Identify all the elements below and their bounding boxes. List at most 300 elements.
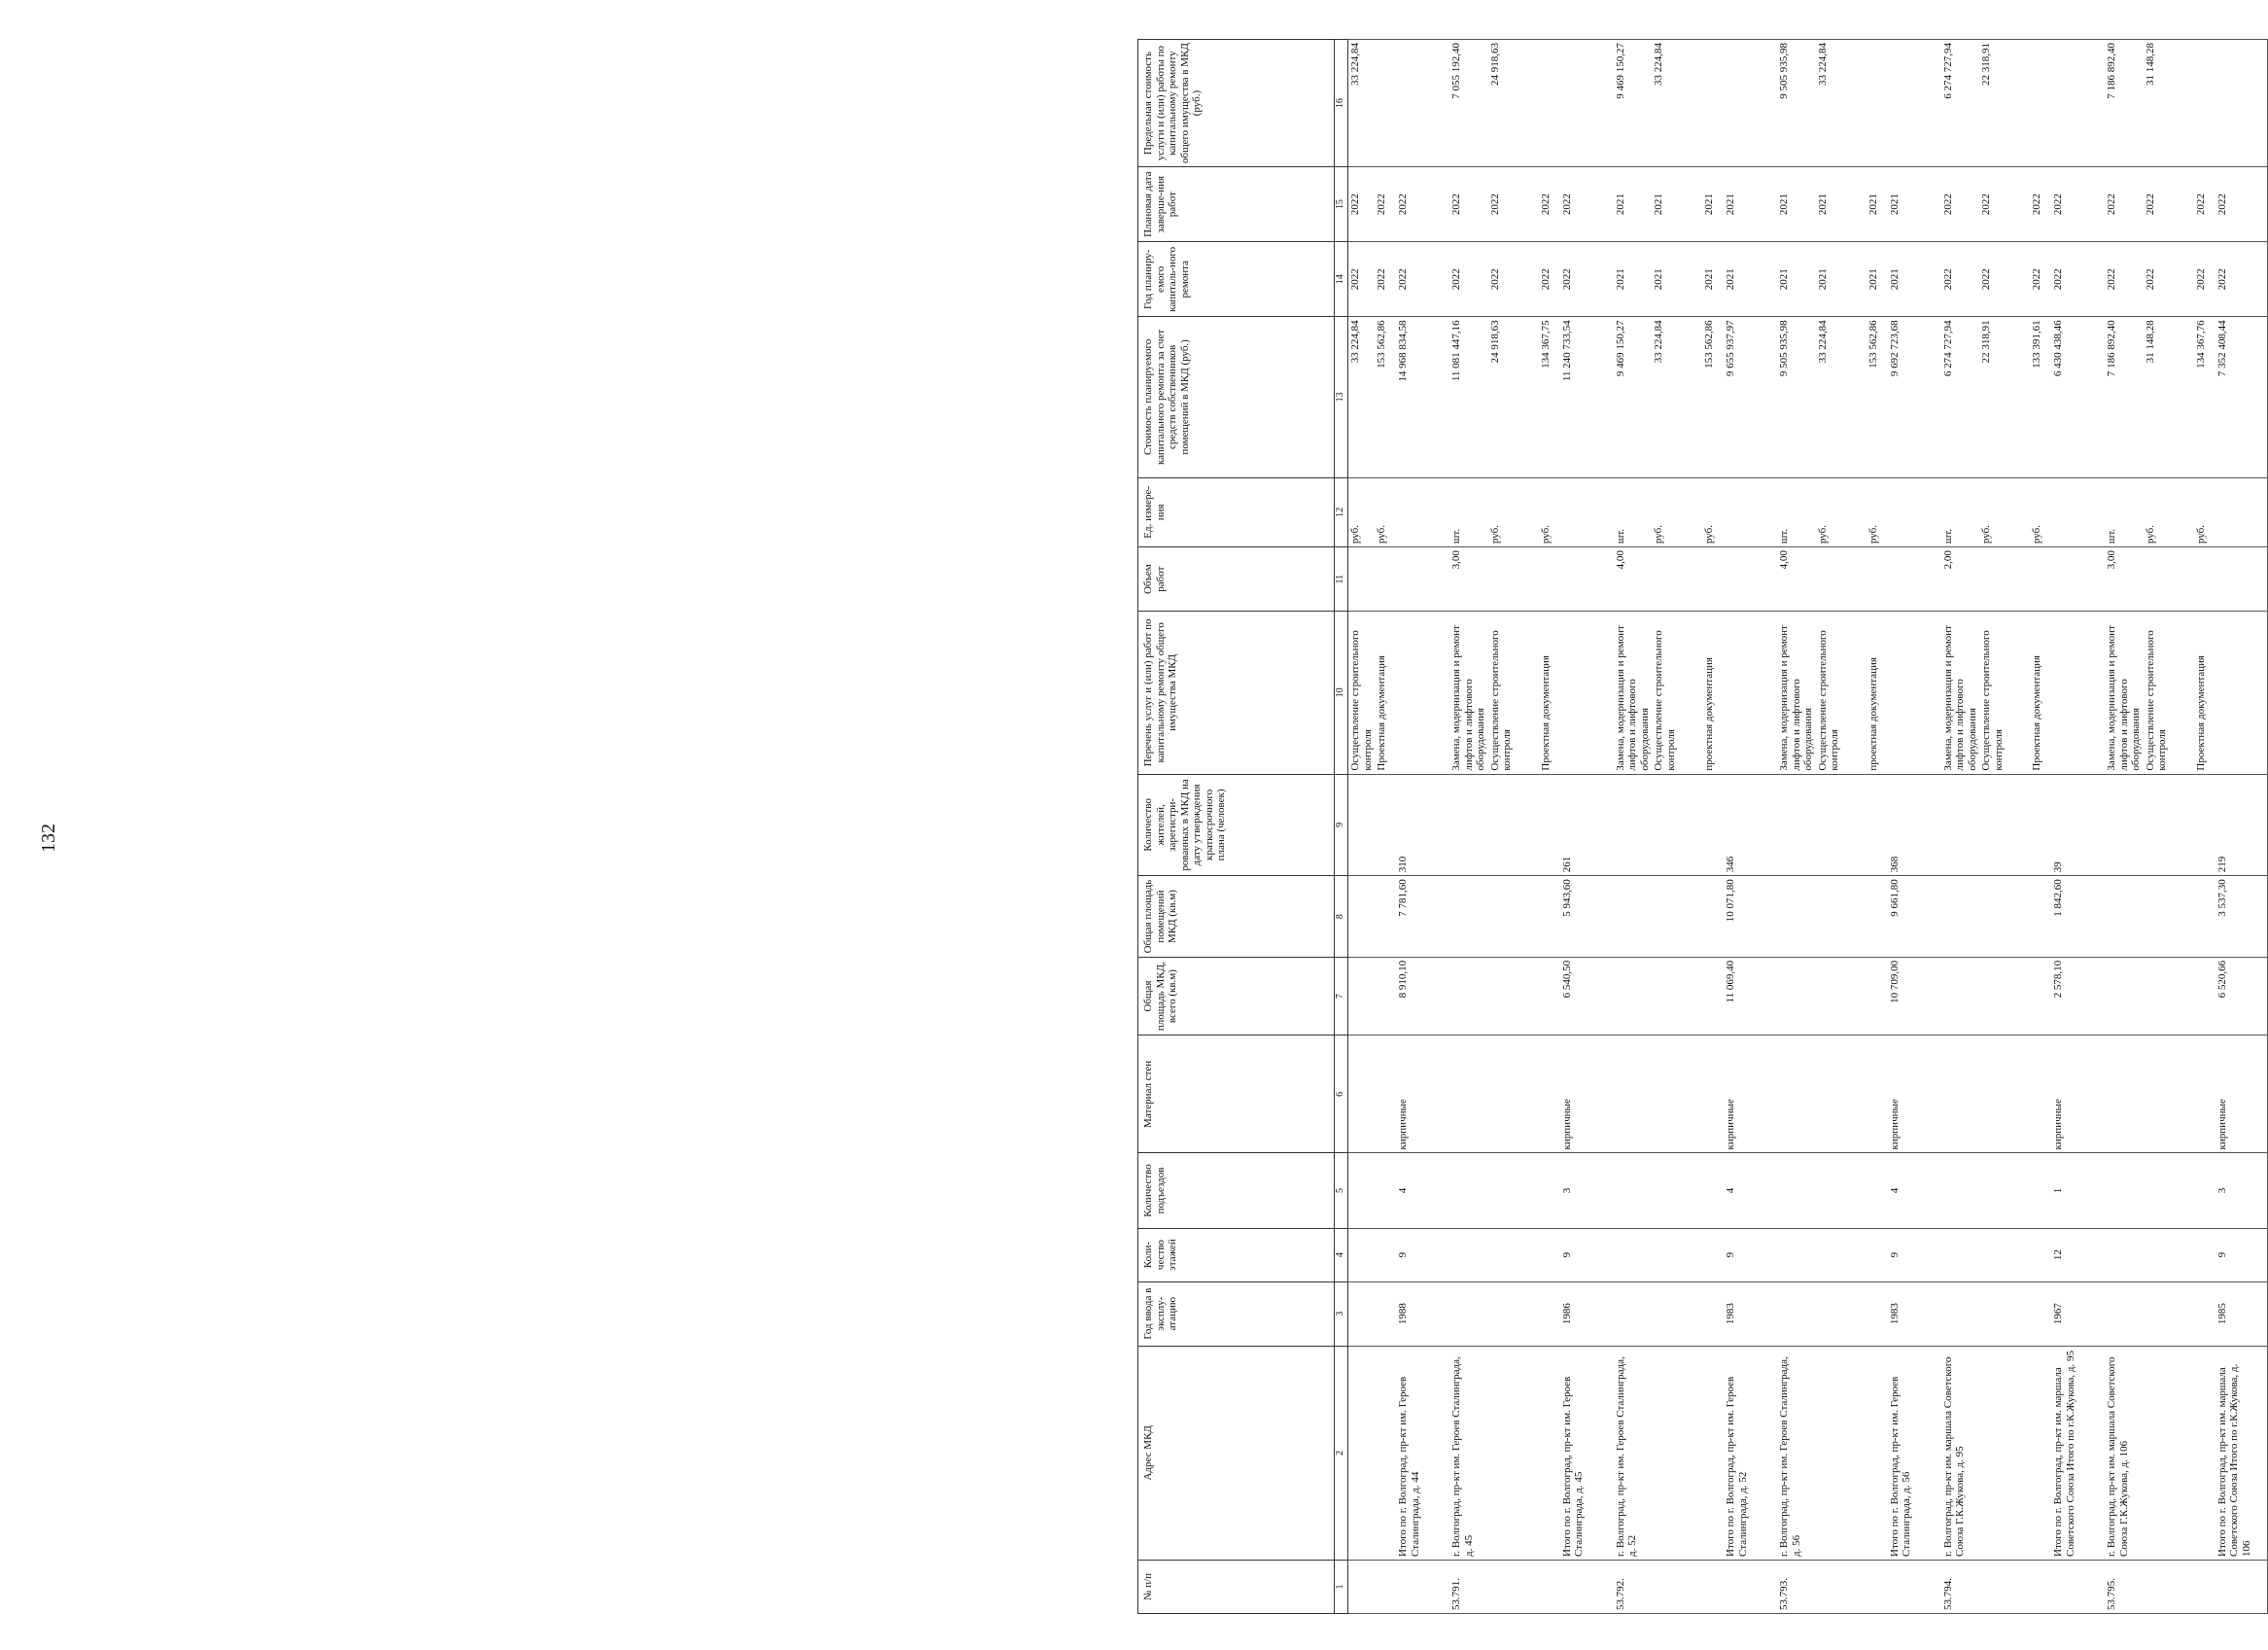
table-cell — [1560, 477, 1612, 547]
table-cell: 53.794. — [1939, 1560, 1980, 1613]
table-cell — [2030, 1228, 2051, 1281]
table-cell: кирпичные — [1724, 1036, 1775, 1153]
table-row — [2030, 40, 2051, 1614]
table-cell: 2022 — [2216, 167, 2268, 242]
table-cell: 53.791. — [1448, 1560, 1488, 1613]
table-cell — [1612, 876, 1653, 958]
table-cell: 3 — [2216, 1153, 2268, 1228]
table-cell — [1539, 1281, 1560, 1346]
table-cell — [1348, 1228, 1376, 1281]
table-cell — [1348, 1153, 1376, 1228]
table-cell: 153 562,86 — [1702, 317, 1724, 477]
table-cell — [1979, 1281, 2030, 1346]
table-cell: руб. — [2030, 477, 2051, 547]
table-cell: 2021 — [1816, 167, 1867, 242]
table-cell — [2194, 1153, 2216, 1228]
table-cell — [2144, 957, 2194, 1035]
table-cell: 7 186 892,40 — [2103, 317, 2144, 477]
table-cell — [1724, 40, 1775, 167]
table-cell — [1867, 1346, 1888, 1560]
table-cell — [1702, 1560, 1724, 1613]
table-cell: 2022 — [1560, 242, 1612, 317]
table-cell — [1816, 957, 1867, 1035]
table-cell: 2021 — [1724, 167, 1775, 242]
table-cell — [1702, 1281, 1724, 1346]
table-cell: 2022 — [1448, 242, 1488, 317]
table-cell: 3 — [1560, 1153, 1612, 1228]
table-cell: 33 224,84 — [1348, 317, 1376, 477]
table-cell — [1724, 547, 1775, 612]
table-cell — [1702, 40, 1724, 167]
table-cell: 53.792. — [1612, 1560, 1653, 1613]
table-cell — [1702, 774, 1724, 876]
table-cell — [2030, 774, 2051, 876]
table-cell — [1816, 1346, 1867, 1560]
table-cell — [1375, 1153, 1396, 1228]
table-cell — [1939, 957, 1980, 1035]
table-cell: руб. — [1652, 477, 1702, 547]
table-cell: 2021 — [1775, 242, 1816, 317]
table-cell: 39 — [2051, 774, 2103, 876]
table-cell: 219 — [2216, 774, 2268, 876]
table-row-total — [1396, 40, 1448, 1614]
column-header: Плановая дата заверше-ния работ — [1138, 167, 1335, 242]
table-cell: 22 318,91 — [1979, 40, 2030, 167]
table-cell — [1652, 1346, 1702, 1560]
column-header: Адрес МКД — [1138, 1346, 1335, 1560]
table-cell — [1652, 1281, 1702, 1346]
table-cell: г. Волгоград, пр-кт им. Героев Сталинграда, д. 52 — [1612, 1346, 1653, 1560]
table-cell: 2 578,10 — [2051, 957, 2103, 1035]
table-cell: 2,00 — [1939, 547, 1980, 612]
table-cell: 6 274 727,94 — [1939, 40, 1980, 167]
table-cell — [1488, 1560, 1539, 1613]
column-number: 2 — [1335, 1346, 1348, 1560]
table-cell: 2021 — [1612, 242, 1653, 317]
table-cell: 3,00 — [1448, 547, 1488, 612]
table-cell — [1979, 876, 2030, 958]
table-cell: 9 661,80 — [1888, 876, 1939, 958]
table-cell — [1652, 876, 1702, 958]
table-cell: г. Волгоград, пр-кт им. маршала Советского Союза Г.К.Жукова, д. 106 — [2103, 1346, 2144, 1560]
table-cell — [1816, 876, 1867, 958]
table-cell: 1983 — [1724, 1281, 1775, 1346]
table-cell: 4 — [1724, 1153, 1775, 1228]
table-cell: 2021 — [1652, 242, 1702, 317]
table-cell — [2030, 957, 2051, 1035]
table-cell: 2021 — [1867, 242, 1888, 317]
column-number: 4 — [1335, 1228, 1348, 1281]
table-cell — [1702, 876, 1724, 958]
table-cell — [2103, 1153, 2144, 1228]
table-cell: руб. — [1348, 477, 1376, 547]
table-cell: Проектная документация — [1539, 612, 1560, 774]
table-cell — [1348, 957, 1376, 1035]
table-cell: 8 910,10 — [1396, 957, 1448, 1035]
table-cell: 2022 — [2194, 167, 2216, 242]
column-header: Коли-чество этажей — [1138, 1228, 1335, 1281]
table-cell — [1539, 547, 1560, 612]
table-cell — [1560, 547, 1612, 612]
table-cell — [2051, 612, 2103, 774]
table-cell: 33 224,84 — [1652, 40, 1702, 167]
table-cell: 2022 — [1560, 167, 1612, 242]
table-cell: 9 505 935,98 — [1775, 317, 1816, 477]
table-cell: 1986 — [1560, 1281, 1612, 1346]
table-cell: 24 918,63 — [1488, 317, 1539, 477]
table-cell — [2030, 876, 2051, 958]
table-cell — [1539, 957, 1560, 1035]
table-cell — [1775, 1153, 1816, 1228]
table-cell: 33 224,84 — [1652, 317, 1702, 477]
table-cell: 4,00 — [1612, 547, 1653, 612]
column-number: 10 — [1335, 612, 1348, 774]
table-cell: 1983 — [1888, 1281, 1939, 1346]
table-cell — [2194, 1346, 2216, 1560]
table-row-total — [1560, 40, 1612, 1614]
rotated-page — [1137, 39, 2252, 1614]
table-row — [2103, 40, 2144, 1614]
column-number: 3 — [1335, 1281, 1348, 1346]
table-cell — [1939, 876, 1980, 958]
table-cell — [1488, 547, 1539, 612]
table-cell — [2051, 477, 2103, 547]
table-cell — [1539, 40, 1560, 167]
column-number: 15 — [1335, 167, 1348, 242]
table-cell — [1867, 1036, 1888, 1153]
table-cell — [1724, 1560, 1775, 1613]
table-cell: 6 540,50 — [1560, 957, 1612, 1035]
table-cell: 33 224,84 — [1816, 40, 1867, 167]
column-header: Стоимость планируемого капитального ремонта за счет средств собственников помещений в МКД (руб.) — [1138, 317, 1335, 477]
table-cell — [1979, 547, 2030, 612]
column-number: 13 — [1335, 317, 1348, 477]
table-cell — [2051, 1560, 2103, 1613]
table-cell: Итого по г. Волгоград, пр-кт им. Героев Сталинграда, д. 45 — [1560, 1346, 1612, 1560]
table-cell — [1448, 774, 1488, 876]
column-number: 6 — [1335, 1036, 1348, 1153]
column-header: Год ввода в эксплу-атацию — [1138, 1281, 1335, 1346]
table-cell — [1816, 1228, 1867, 1281]
table-row-total — [1888, 40, 1939, 1614]
table-cell: 2022 — [2216, 242, 2268, 317]
table-cell — [1396, 477, 1448, 547]
column-header: Материал стен — [1138, 1036, 1335, 1153]
table-cell — [1375, 547, 1396, 612]
capital-repair-table — [1137, 39, 2268, 1614]
table-row — [1539, 40, 1560, 1614]
table-cell — [1939, 1281, 1980, 1346]
table-cell: 346 — [1724, 774, 1775, 876]
table-cell: 2022 — [1939, 167, 1980, 242]
table-cell — [2051, 40, 2103, 167]
table-header-row — [1138, 40, 1335, 1614]
table-row — [1652, 40, 1702, 1614]
table-cell — [1539, 876, 1560, 958]
table-row-total — [2216, 40, 2268, 1614]
table-cell — [1888, 1560, 1939, 1613]
table-cell — [1448, 1036, 1488, 1153]
table-cell: 2022 — [1375, 167, 1396, 242]
table-cell — [1702, 1228, 1724, 1281]
table-cell — [1488, 1346, 1539, 1560]
table-cell: 2022 — [2030, 167, 2051, 242]
table-row — [1612, 40, 1653, 1614]
table-cell — [1702, 957, 1724, 1035]
table-cell: проектная документация — [1702, 612, 1724, 774]
table-cell — [1396, 1560, 1448, 1613]
table-cell: Итого по г. Волгоград, пр-кт им. маршала Советского Союза Итого по г.К.Жукова, д. 95 — [2051, 1346, 2103, 1560]
table-cell — [1612, 1281, 1653, 1346]
table-cell: 2022 — [2051, 167, 2103, 242]
table-cell: 2022 — [1539, 167, 1560, 242]
table-cell — [2194, 1281, 2216, 1346]
table-cell: 2022 — [1979, 167, 2030, 242]
table-cell: руб. — [1488, 477, 1539, 547]
table-cell — [2144, 774, 2194, 876]
table-cell — [1488, 1228, 1539, 1281]
table-cell — [1560, 612, 1612, 774]
table-cell: 2022 — [1448, 167, 1488, 242]
table-cell: Проектная документация — [2194, 612, 2216, 774]
table-cell — [1867, 547, 1888, 612]
table-cell — [2103, 1228, 2144, 1281]
column-number: 11 — [1335, 547, 1348, 612]
table-cell: 11 240 733,54 — [1560, 317, 1612, 477]
table-cell — [1979, 1036, 2030, 1153]
table-cell: 153 562,86 — [1867, 317, 1888, 477]
table-cell — [1979, 957, 2030, 1035]
table-cell: 33 224,84 — [1348, 40, 1376, 167]
table-cell: 2022 — [1539, 242, 1560, 317]
table-cell: 2021 — [1888, 242, 1939, 317]
table-cell — [2216, 1560, 2268, 1613]
table-cell — [1612, 1228, 1653, 1281]
table-cell — [2030, 1153, 2051, 1228]
table-cell: 9 — [1888, 1228, 1939, 1281]
table-cell: 53.795. — [2103, 1560, 2144, 1613]
table-cell: 2021 — [1652, 167, 1702, 242]
table-cell — [2030, 1281, 2051, 1346]
table-cell: 2021 — [1702, 242, 1724, 317]
table-cell: 9 — [2216, 1228, 2268, 1281]
table-row — [1448, 40, 1488, 1614]
table-cell — [1348, 547, 1376, 612]
column-number: 14 — [1335, 242, 1348, 317]
table-cell: 2022 — [2144, 242, 2194, 317]
table-cell: 9 505 935,98 — [1775, 40, 1816, 167]
table-cell: 4 — [1888, 1153, 1939, 1228]
table-cell: 2022 — [2103, 242, 2144, 317]
table-cell: 1 842,60 — [2051, 876, 2103, 958]
table-cell — [2144, 1228, 2194, 1281]
table-cell — [1775, 957, 1816, 1035]
table-cell: 9 655 937,97 — [1724, 317, 1775, 477]
table-cell — [1816, 547, 1867, 612]
table-cell: кирпичные — [1560, 1036, 1612, 1153]
column-header: Количество жителей, зарегистри-рованных в МКД на дату утверждения краткосрочного плана (человек) — [1138, 774, 1335, 876]
table-cell: кирпичные — [1396, 1036, 1448, 1153]
table-cell — [2216, 477, 2268, 547]
column-header: Объем работ — [1138, 547, 1335, 612]
table-cell: кирпичные — [2216, 1036, 2268, 1153]
table-cell — [1816, 1560, 1867, 1613]
column-header: Перечень услуг и (или) работ по капитальному ремонту общего имущества МКД — [1138, 612, 1335, 774]
table-cell — [1979, 774, 2030, 876]
table-cell: кирпичные — [1888, 1036, 1939, 1153]
table-cell: 1988 — [1396, 1281, 1448, 1346]
table-cell: 2022 — [1939, 242, 1980, 317]
table-cell — [1867, 1153, 1888, 1228]
table-cell — [1652, 1036, 1702, 1153]
table-cell — [1702, 1036, 1724, 1153]
table-cell: 2022 — [2030, 242, 2051, 317]
table-cell — [2144, 1036, 2194, 1153]
table-cell: 2022 — [1396, 167, 1448, 242]
table-cell: 7 055 192,40 — [1448, 40, 1488, 167]
table-cell: 2022 — [1979, 242, 2030, 317]
table-cell — [1888, 547, 1939, 612]
table-cell: г. Волгоград, пр-кт им. маршала Советского Союза Г.К.Жукова, д. 95 — [1939, 1346, 1980, 1560]
table-cell: 2022 — [1396, 242, 1448, 317]
table-cell: 11 081 447,16 — [1448, 317, 1488, 477]
table-cell: 22 318,91 — [1979, 317, 2030, 477]
table-cell: Проектная документация — [2030, 612, 2051, 774]
table-cell: руб. — [1702, 477, 1724, 547]
table-cell — [1816, 774, 1867, 876]
table-cell — [1939, 1153, 1980, 1228]
table-cell — [1652, 1560, 1702, 1613]
table-cell: 7 352 408,44 — [2216, 317, 2268, 477]
table-cell: шт. — [2103, 477, 2144, 547]
table-cell: Осуществление строительного контроля — [1348, 612, 1376, 774]
table-cell: 12 — [2051, 1228, 2103, 1281]
table-cell — [1539, 1228, 1560, 1281]
table-cell — [1612, 1153, 1653, 1228]
table-cell: 4 — [1396, 1153, 1448, 1228]
table-cell — [1979, 1228, 2030, 1281]
table-cell: Осуществление строительного контроля — [2144, 612, 2194, 774]
table-cell — [1488, 957, 1539, 1035]
table-cell — [2051, 547, 2103, 612]
table-cell: 2022 — [1348, 167, 1376, 242]
table-cell: 2021 — [1867, 167, 1888, 242]
table-cell — [1652, 774, 1702, 876]
table-cell: шт. — [1775, 477, 1816, 547]
column-number-row — [1335, 40, 1348, 1614]
table-cell: Итого по г. Волгоград, пр-кт им. Героев Сталинграда, д. 52 — [1724, 1346, 1775, 1560]
table-cell — [1867, 876, 1888, 958]
table-cell: 24 918,63 — [1488, 40, 1539, 167]
table-cell: руб. — [1539, 477, 1560, 547]
table-cell — [1375, 876, 1396, 958]
table-cell — [2103, 1281, 2144, 1346]
column-header: № п/п — [1138, 1560, 1335, 1613]
table-cell — [1867, 1228, 1888, 1281]
column-number: 7 — [1335, 957, 1348, 1035]
table-cell: 2022 — [1488, 242, 1539, 317]
table-cell: 14 968 834,58 — [1396, 317, 1448, 477]
table-cell — [1888, 477, 1939, 547]
column-number: 16 — [1335, 40, 1348, 167]
table-cell — [1979, 1153, 2030, 1228]
table-cell: проектная документация — [1867, 612, 1888, 774]
table-cell — [1539, 1153, 1560, 1228]
table-cell — [1348, 876, 1376, 958]
table-cell: 261 — [1560, 774, 1612, 876]
page-number: 132 — [38, 824, 59, 853]
table-cell: шт. — [1612, 477, 1653, 547]
table-cell — [2194, 1228, 2216, 1281]
table-cell: 2021 — [1775, 167, 1816, 242]
table-cell: 2021 — [1612, 167, 1653, 242]
table-cell — [1867, 774, 1888, 876]
table-cell: 9 469 150,27 — [1612, 317, 1653, 477]
table-cell — [1348, 1560, 1376, 1613]
table-cell — [2144, 876, 2194, 958]
table-body — [1348, 40, 2268, 1614]
table-cell — [1348, 774, 1376, 876]
table-cell — [1375, 1346, 1396, 1560]
table-cell: 2022 — [2051, 242, 2103, 317]
table-cell: Осуществление строительного контроля — [1979, 612, 2030, 774]
table-cell: Осуществление строительного контроля — [1816, 612, 1867, 774]
table-cell: 2022 — [1375, 242, 1396, 317]
column-number: 9 — [1335, 774, 1348, 876]
column-header: Ед. измере-ния — [1138, 477, 1335, 547]
table-cell — [1775, 876, 1816, 958]
table-cell: Итого по г. Волгоград, пр-кт им. Героев Сталинграда, д. 44 — [1396, 1346, 1448, 1560]
table-cell: 134 367,75 — [1539, 317, 1560, 477]
column-number: 12 — [1335, 477, 1348, 547]
table-cell — [1652, 1153, 1702, 1228]
table-cell: Замена, модернизация и ремонт лифтов и лифтового оборудования — [1448, 612, 1488, 774]
table-cell — [1375, 40, 1396, 167]
table-cell — [1775, 1036, 1816, 1153]
table-cell — [1396, 547, 1448, 612]
table-cell — [1488, 1036, 1539, 1153]
table-cell — [2030, 1036, 2051, 1153]
table-cell — [1652, 547, 1702, 612]
table-cell — [2144, 1560, 2194, 1613]
table-cell — [2144, 1153, 2194, 1228]
table-cell — [1375, 1560, 1396, 1613]
table-cell: Замена, модернизация и ремонт лифтов и лифтового оборудования — [1939, 612, 1980, 774]
table-cell: г. Волгоград, пр-кт им. Героев Сталинграда, д. 56 — [1775, 1346, 1816, 1560]
table-cell — [1816, 1281, 1867, 1346]
table-cell: 10 709,00 — [1888, 957, 1939, 1035]
table-cell — [1488, 1281, 1539, 1346]
table-row — [1348, 40, 1376, 1614]
table-cell — [1939, 1036, 1980, 1153]
table-cell: 10 071,80 — [1724, 876, 1775, 958]
column-number: 5 — [1335, 1153, 1348, 1228]
table-cell — [1488, 876, 1539, 958]
table-cell: 153 562,86 — [1375, 317, 1396, 477]
table-cell: 2021 — [1888, 167, 1939, 242]
table-cell — [1816, 1036, 1867, 1153]
table-cell: 9 — [1724, 1228, 1775, 1281]
table-cell — [1939, 774, 1980, 876]
column-number: 8 — [1335, 876, 1348, 958]
table-cell — [1816, 1153, 1867, 1228]
table-cell: 134 367,76 — [2194, 317, 2216, 477]
table-cell — [2103, 774, 2144, 876]
table-cell: 368 — [1888, 774, 1939, 876]
table-cell — [1375, 774, 1396, 876]
table-cell: 9 — [1560, 1228, 1612, 1281]
table-row-total — [2051, 40, 2103, 1614]
